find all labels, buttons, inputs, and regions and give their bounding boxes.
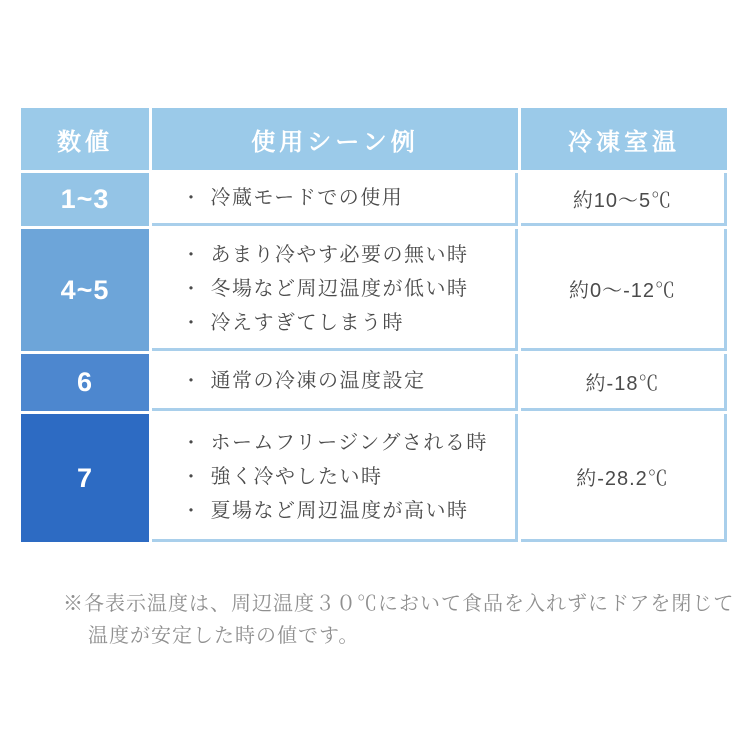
table-row-7	[21, 414, 727, 542]
bullet-dot-icon: ・	[182, 466, 202, 487]
scene-line	[182, 306, 509, 340]
scene-text: あまり冷やす必要の無い時	[210, 243, 469, 266]
table-row-6	[21, 354, 727, 411]
col-header-scene: 使用シーン例	[152, 108, 518, 170]
scene-line	[182, 460, 509, 494]
scene-text: ホームフリージングされる時	[210, 431, 488, 454]
scene-cell-1	[152, 229, 518, 351]
scene-text: 冷えすぎてしまう時	[210, 311, 404, 334]
bullet-dot-icon: ・	[182, 500, 202, 521]
temp-cell-1: 約0〜-12℃	[521, 229, 727, 351]
scene-line	[182, 238, 509, 272]
table-row-1-3	[21, 173, 727, 226]
scene-text: 冬場など周辺温度が低い時	[210, 277, 469, 300]
scene-line	[182, 364, 509, 398]
scene-text: 冷蔵モードでの使用	[210, 187, 404, 209]
temp-cell-0: 約10〜5℃	[521, 173, 727, 226]
temp-cell-3: 約-28.2℃	[521, 414, 727, 542]
value-cell-1: 4~5	[21, 229, 149, 351]
freezer-setting-table	[18, 105, 730, 545]
value-cell-2: 6	[21, 354, 149, 411]
scene-cell-3	[152, 414, 518, 542]
col-header-value: 数値	[21, 108, 149, 170]
bullet-dot-icon: ・	[182, 371, 202, 391]
value-cell-3: 7	[21, 414, 149, 542]
bullet-dot-icon: ・	[182, 188, 202, 208]
table-row-4-5	[21, 229, 727, 351]
footnote-line1: ※各表示温度は、周辺温度３０℃において食品を入れずにドアを閉じて	[63, 593, 735, 615]
scene-cell-2	[152, 354, 518, 411]
scene-cell-0	[152, 173, 518, 226]
temp-cell-2: 約-18℃	[521, 354, 727, 411]
scene-line	[182, 181, 509, 215]
bullet-dot-icon: ・	[182, 432, 202, 453]
scene-text: 強く冷やしたい時	[210, 465, 383, 488]
bullet-dot-icon: ・	[182, 312, 202, 333]
bullet-dot-icon: ・	[182, 278, 202, 299]
header-row	[21, 108, 727, 170]
col-header-temp: 冷凍室温	[521, 108, 727, 170]
scene-line	[182, 426, 509, 460]
bullet-dot-icon: ・	[182, 244, 202, 265]
scene-text: 夏場など周辺温度が高い時	[210, 499, 469, 522]
scene-line	[182, 494, 509, 528]
footnote-line2: 温度が安定した時の値です。	[88, 625, 360, 647]
scene-text: 通常の冷凍の温度設定	[210, 370, 426, 392]
scene-line	[182, 272, 509, 306]
value-cell-0: 1~3	[21, 173, 149, 226]
footnote	[63, 588, 734, 652]
